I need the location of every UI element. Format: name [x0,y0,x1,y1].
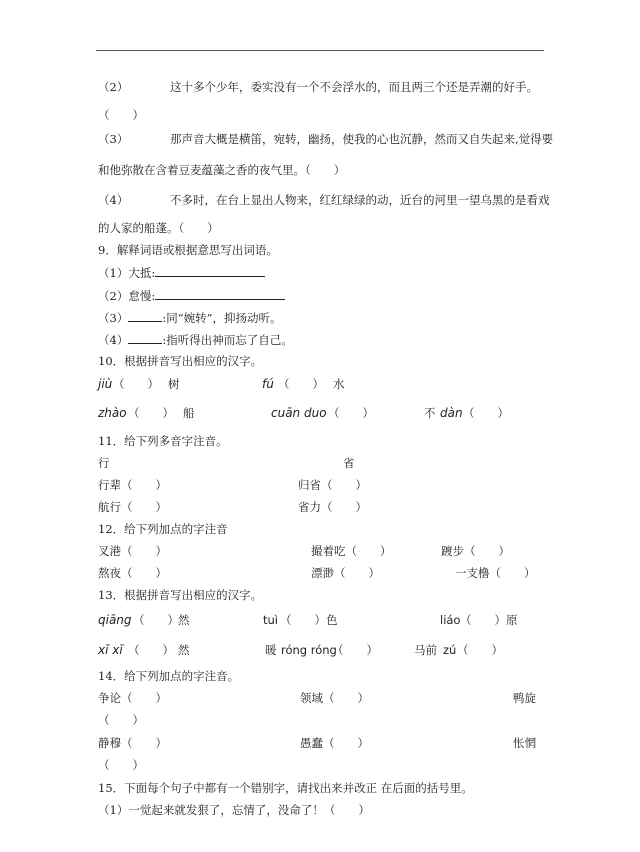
q11-row2-b[interactable]: 省力（ ） [298,500,367,514]
q15-item1[interactable]: （1）一觉起来就发狠了，忘情了，没命了！（ ） [98,803,370,817]
q10-a-char: 树 [168,377,180,391]
q11-heading-1: 行 [98,456,110,470]
q13-f-answer[interactable]: （ ） [457,643,503,657]
q12-row2-a[interactable]: 熬夜（ ） [98,566,167,580]
q13-f-pinyin: zú [443,643,457,657]
q10-b-answer[interactable]: （ ） [278,377,324,391]
q14-title: 14．给下列加点的字注音。 [98,669,240,683]
q13-c-answer[interactable]: （ ） [460,613,506,627]
q10-e-pinyin: dàn [440,406,463,420]
q9-item4-number: （4） [98,333,129,347]
q13-b-char: 色 [326,613,338,627]
q12-row1-b[interactable]: 撮着吃（ ） [311,544,392,558]
q9-title: 9．解释词语或根据意思写出词语。 [98,243,278,257]
q13-b-pinyin: tuì [263,613,278,627]
q9-item1 [98,265,265,280]
q8-item2-text: 这十多个少年，委实没有一个不会浮水的，而且两三个还是弄潮的好手。 [170,80,538,94]
q10-a-answer[interactable]: （ ） [113,377,159,391]
q10-c-char: 船 [183,406,195,420]
q10-b-char: 水 [333,377,345,391]
q9-item4-text: :指听得出神而忘了自己。 [162,333,293,347]
q11-row1-a[interactable]: 行辈（ ） [98,478,167,492]
q8-item3-text-line2: 和他弥散在含着豆麦蕴藻之香的夜气里。（ ） [98,163,346,177]
q10-d-answer[interactable]: （ ） [328,406,374,420]
q11-row1-b[interactable]: 归省（ ） [298,478,367,492]
q13-c-pinyin: liáo [440,613,461,627]
q13-d-pinyin: xī xī [98,643,123,657]
q9-item3-number: （3） [98,311,129,325]
q13-c-char: 原 [506,613,518,627]
q9-item2-blank[interactable] [155,288,285,300]
q9-item4-blank[interactable] [128,332,162,344]
q9-item1-label: （1）大抵: [98,266,156,280]
q9-item3-text: :同“婉转”，抑扬动听。 [162,311,282,325]
q9-item4 [98,332,293,347]
q14-row2-c: 怅惘 [513,736,536,750]
q14-row1-b[interactable]: 领域（ ） [300,691,369,705]
q13-a-char: 然 [178,613,190,627]
q13-f-prefix: 马前 [414,643,437,657]
q14-row1-d[interactable]: （ ） [98,713,144,727]
q10-c-answer[interactable]: （ ） [128,406,174,420]
q12-row2-c[interactable]: 一支橹（ ） [455,566,536,580]
q11-row2-a[interactable]: 航行（ ） [98,500,167,514]
q8-item2-number: （2） [98,80,129,94]
q8-item4-text-line1: 不多时，在台上显出人物来，红红绿绿的动，近台的河里一望乌黑的是看戏 [170,193,550,207]
q8-item4-text-line2: 的人家的船蓬。（ ） [98,221,219,235]
q13-title: 13．根据拼音写出相应的汉字。 [98,588,263,602]
q11-title: 11．给下列多音字注音。 [98,434,228,448]
q11-heading-2: 省 [343,456,355,470]
q9-item3 [98,310,281,325]
q8-item4-number: （4） [98,193,129,207]
q9-item1-blank[interactable] [155,265,265,277]
q13-e-prefix: 暖 [265,643,277,657]
q10-c-pinyin: zhào [98,406,127,420]
q10-a-pinyin: jiù [98,377,113,391]
q8-item3-text-line1: 那声音大概是横笛，宛转，幽扬，使我的心也沉静，然而又自失起来,觉得要 [170,132,554,146]
q13-e-pinyin: róng róng [281,643,337,657]
q10-d-pinyin: cuān duo [271,406,327,420]
q10-title: 10．根据拼音写出相应的汉字。 [98,354,263,368]
q9-item3-blank[interactable] [128,310,162,322]
q12-row2-b[interactable]: 漂渺（ ） [311,566,380,580]
q8-item3-number: （3） [98,132,129,146]
q13-a-pinyin: qiāng [98,613,132,627]
q14-row2-b[interactable]: 愚蠢（ ） [300,736,369,750]
q9-item2 [98,288,285,303]
q14-row2-a[interactable]: 静穆（ ） [98,736,167,750]
q9-item2-label: （2）怠慢: [98,289,156,303]
q14-row1-c: 鸭旋 [513,691,536,705]
q12-row1-a[interactable]: 叉港（ ） [98,544,167,558]
q13-d-answer[interactable]: （ ） [128,643,174,657]
header-rule [96,50,544,51]
q14-row2-d[interactable]: （ ） [98,758,144,772]
q10-e-prefix: 不 [424,406,436,420]
q8-item2-answer[interactable]: （ ） [98,108,144,122]
q10-e-answer[interactable]: （ ） [463,406,509,420]
q12-row1-c[interactable]: 踱步（ ） [441,544,510,558]
q13-d-char: 然 [178,643,190,657]
q10-b-pinyin: fú [262,377,274,391]
q14-row1-a[interactable]: 争论（ ） [98,691,167,705]
q12-title: 12．给下列加点的字注音 [98,522,228,536]
q13-b-answer[interactable]: （ ） [280,613,326,627]
q15-title: 15．下面每个句子中都有一个错别字，请找出来并改正 在后面的括号里。 [98,781,473,795]
q13-a-answer[interactable]: （ ） [133,613,179,627]
q13-e-answer[interactable]: （ ） [332,643,378,657]
